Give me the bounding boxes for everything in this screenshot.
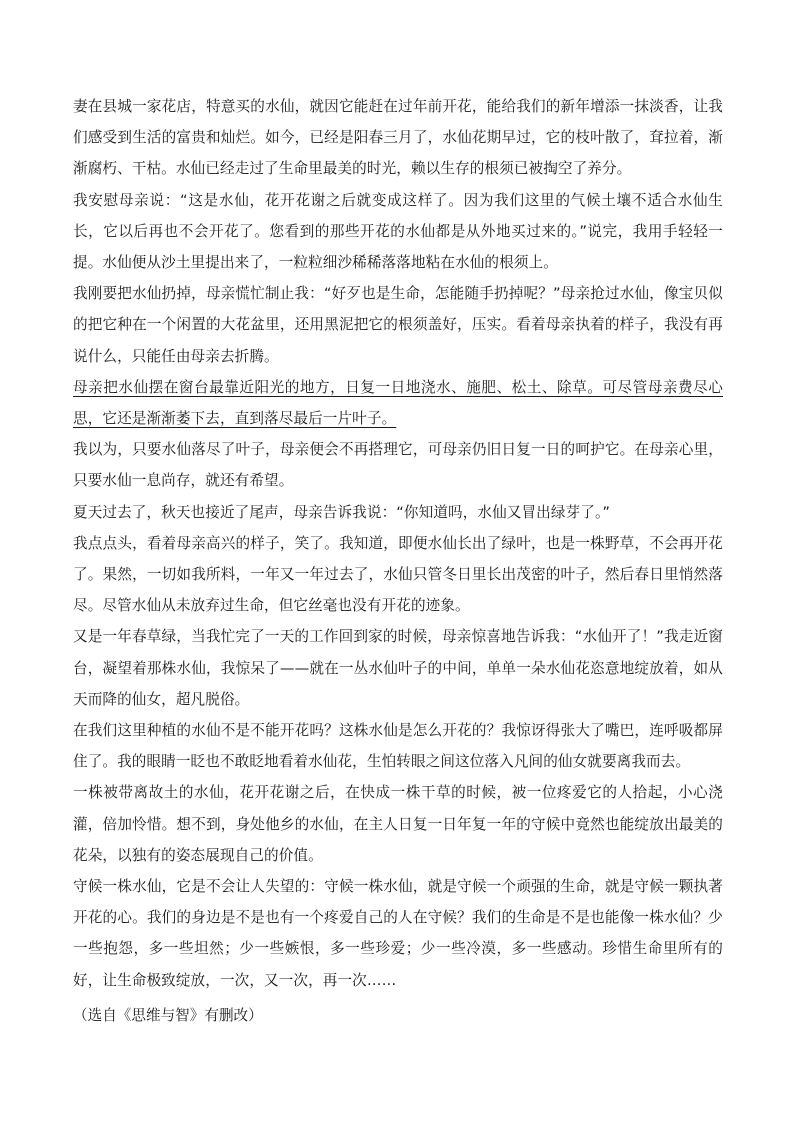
paragraph-7: 我点点头，看着母亲高兴的样子，笑了。我知道，即便水仙长出了绿叶，也是一株野草，不会再开花了。果然，一切如我所料，一年又一年过去了，水仙只管冬日里长出茂密的叶子，然后春日里悄然落尽。尽管水仙从未放弃过生命，但它丝毫也没有开花的迹象。 bbox=[73, 534, 723, 615]
source-citation: （选自《思维与智》有删改） bbox=[73, 1006, 263, 1024]
paragraph-1: 妻在县城一家花店，特意买的水仙，就因它能赶在过年前开花，能给我们的新年增添一抹淡香，让我们感受到生活的富贵和灿烂。如今，已经是阳春三月了，水仙花期早过，它的枝叶散了，耷拉着，渐渐腐朽、干枯。水仙已经走过了生命里最美的时光，赖以生存的根须已被掏空了养分。 bbox=[73, 98, 723, 178]
paragraph-8: 又是一年春草绿，当我忙完了一天的工作回到家的时候，母亲惊喜地告诉我：“水仙开了！”我走近窗台，凝望着那株水仙，我惊呆了——就在一丛水仙叶子的中间，单单一朵水仙花恣意地绽放着，如从天而降的仙女，超凡脱俗。 bbox=[73, 628, 723, 708]
paragraph-6: 夏天过去了，秋天也接近了尾声，母亲告诉我说：“你知道吗，水仙又冒出绿芽了。” bbox=[73, 503, 610, 521]
paragraph-11: 守候一株水仙，它是不会让人失望的：守候一株水仙，就是守候一个顽强的生命，就是守候一颗执著开花的心。我们的身边是不是也有一个疼爱自己的人在守候？我们的生命是不是也能像一株水仙？少一些抱怨，多一些坦然；少一些嫉恨，多一些珍爱；少一些冷漠，多一些感动。珍惜生命里所有的好，让生命极致绽放，一次，又一次，再一次…… bbox=[73, 878, 723, 989]
paragraph-9: 在我们这里种植的水仙不是不能开花吗？这株水仙是怎么开花的？我惊讶得张大了嘴巴，连呼吸都屏住了。我的眼睛一眨也不敢眨地看着水仙花，生怕转眼之间这位落入凡间的仙女就要离我而去。 bbox=[73, 722, 723, 771]
article-body bbox=[73, 91, 723, 1031]
paragraph-5: 我以为，只要水仙落尽了叶子，母亲便会不再搭理它，可母亲仍旧日复一日的呵护它。在母亲心里，只要水仙一息尚存，就还有希望。 bbox=[73, 441, 723, 490]
paragraph-10: 一株被带离故土的水仙，花开花谢之后，在快成一株干草的时候，被一位疼爱它的人拾起，小心浇灌，倍加怜惜。想不到，身处他乡的水仙，在主人日复一日年复一年的守候中竟然也能绽放出最美的花朵，以独有的姿态展现自己的价值。 bbox=[73, 784, 723, 864]
underlined-sentence: 母亲把水仙摆在窗台最靠近阳光的地方，日复一日地浇水、施肥、松土、除草。可尽管母亲费尽心思，它还是渐渐萎下去，直到落尽最后一片叶子。 bbox=[73, 378, 723, 428]
paragraph-2: 我安慰母亲说：“这是水仙，花开花谢之后就变成这样了。因为我们这里的气候土壤不适合水仙生长，它以后再也不会开花了。您看到的那些开花的水仙都是从外地买过来的。”说完，我用手轻轻一提。水仙便从沙土里提出来了，一粒粒细沙稀稀落落地粘在水仙的根须上。 bbox=[73, 191, 723, 272]
paragraph-3: 我刚要把水仙扔掉，母亲慌忙制止我：“好歹也是生命，怎能随手扔掉呢？”母亲抢过水仙，像宝贝似的把它种在一个闲置的大花盆里，还用黑泥把它的根须盖好，压实。看着母亲执着的样子，我没有再说什么，只能任由母亲去折腾。 bbox=[73, 285, 723, 365]
paragraph-4 bbox=[73, 372, 723, 434]
